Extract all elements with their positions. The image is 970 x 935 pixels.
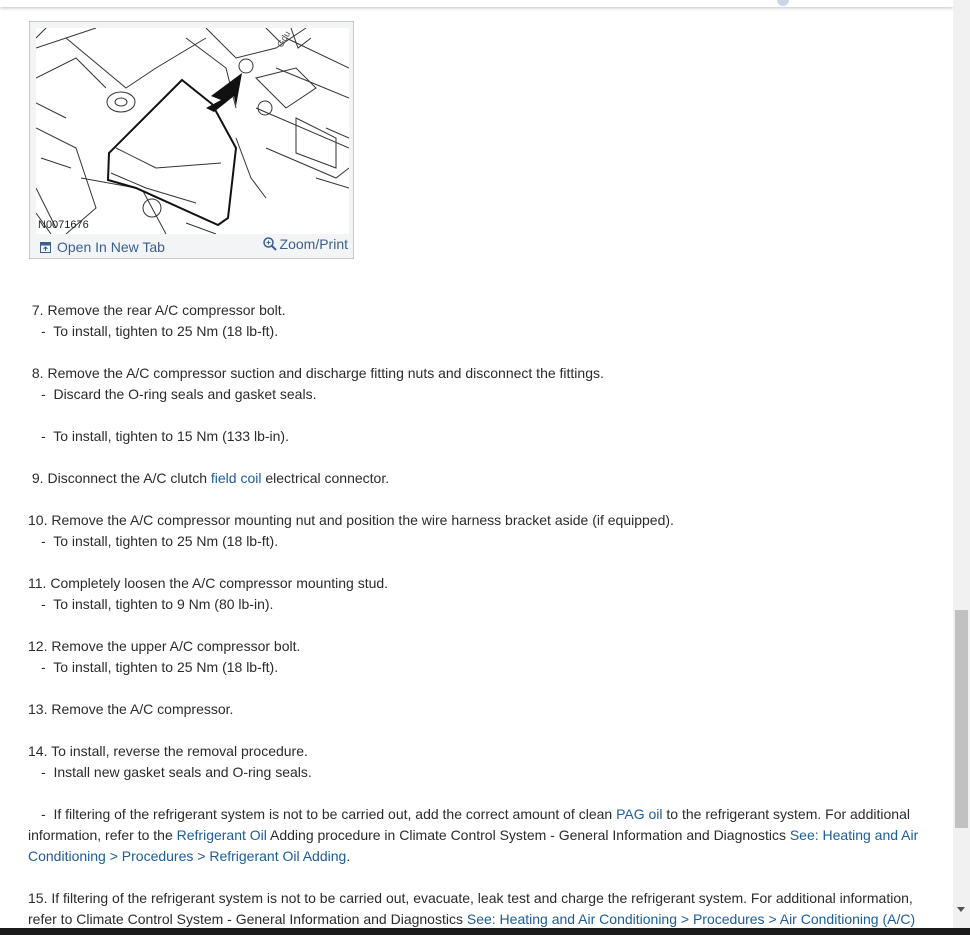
step-12-note: - To install, tighten to 25 Nm (18 lb-ft). [41, 659, 279, 675]
zoom-in-icon [263, 237, 277, 251]
step-15: 15. If filtering of the refrigerant system is not to be carried out, evacuate, leak test and charge the refrigerant system. For additional information, refer to Climate Control System - General Information and Diagnostics See: Heating and Air Conditioning > Procedures > Air Conditioning (A/C) [28, 890, 916, 927]
compressor-diagram[interactable] [36, 28, 349, 234]
svg-text:Gdu: Gdu [275, 29, 293, 49]
step-13: 13. Remove the A/C compressor. [28, 701, 234, 717]
procedure-figure [29, 21, 354, 259]
step-11: 11. Completely loosen the A/C compressor mounting stud. [28, 575, 389, 591]
step-9: 9. Disconnect the A/C clutch field coil electrical connector. [31, 470, 390, 486]
step-14: 14. To install, reverse the removal procedure. [28, 743, 308, 759]
step-12: 12. Remove the upper A/C compressor bolt. [28, 638, 301, 654]
pag-oil-link[interactable]: PAG oil [616, 806, 663, 822]
figure-code: N0071676 [38, 219, 89, 231]
top-toolbar [0, 0, 953, 7]
open-in-new-tab-label: Open In New Tab [57, 239, 165, 255]
pag-oil-note: - If filtering of the refrigerant system is not to be carried out, add the correct amount of clean PAG oil to the refrigerant system. For additional information, refer to the Refrigerant Oil Adding procedure in Climate Control System - General Information and Diagnostics See: Heating and Air Conditioning > Procedures > Refrigerant Oil Adding. [28, 806, 919, 864]
figure-actions [30, 234, 353, 258]
procedure-steps [28, 300, 938, 930]
step-8-note-1: - Discard the O-ring seals and gasket seals. [41, 386, 317, 402]
step-7-note: - To install, tighten to 25 Nm (18 lb-ft). [41, 323, 279, 339]
vertical-scrollbar[interactable] [953, 0, 970, 935]
taskbar [0, 928, 970, 935]
refrigerant-oil-link[interactable]: Refrigerant Oil [176, 827, 267, 843]
step-10-note: - To install, tighten to 25 Nm (18 lb-ft). [41, 533, 279, 549]
zoom-print-label: Zoom/Print [279, 236, 348, 252]
step-8: 8. Remove the A/C compressor suction and discharge fitting nuts and disconnect the fittings. [31, 365, 604, 381]
scrollbar-thumb[interactable] [955, 610, 968, 828]
scroll-down-icon[interactable] [957, 907, 965, 912]
field-coil-link[interactable]: field coil [210, 470, 262, 486]
refrigerant-oil-adding-link[interactable]: See: Heating and Air Conditioning > Procedures > Refrigerant Oil Adding [28, 827, 919, 864]
open-in-new-tab-link[interactable] [40, 239, 165, 255]
toolbar-icon[interactable] [777, 0, 789, 6]
step-11-note: - To install, tighten to 9 Nm (80 lb-in). [41, 596, 274, 612]
step-7: 7. Remove the rear A/C compressor bolt. [31, 302, 286, 318]
open-new-tab-icon [40, 242, 51, 253]
ac-procedure-link[interactable]: See: Heating and Air Conditioning > Procedures > Air Conditioning (A/C) [466, 911, 916, 927]
step-8-note-2: - To install, tighten to 15 Nm (133 lb-in). [41, 428, 289, 444]
zoom-print-link[interactable] [263, 236, 348, 252]
step-10: 10. Remove the A/C compressor mounting nut and position the wire harness bracket aside (if equipped). [28, 512, 674, 528]
step-14-note: - Install new gasket seals and O-ring seals. [41, 764, 312, 780]
